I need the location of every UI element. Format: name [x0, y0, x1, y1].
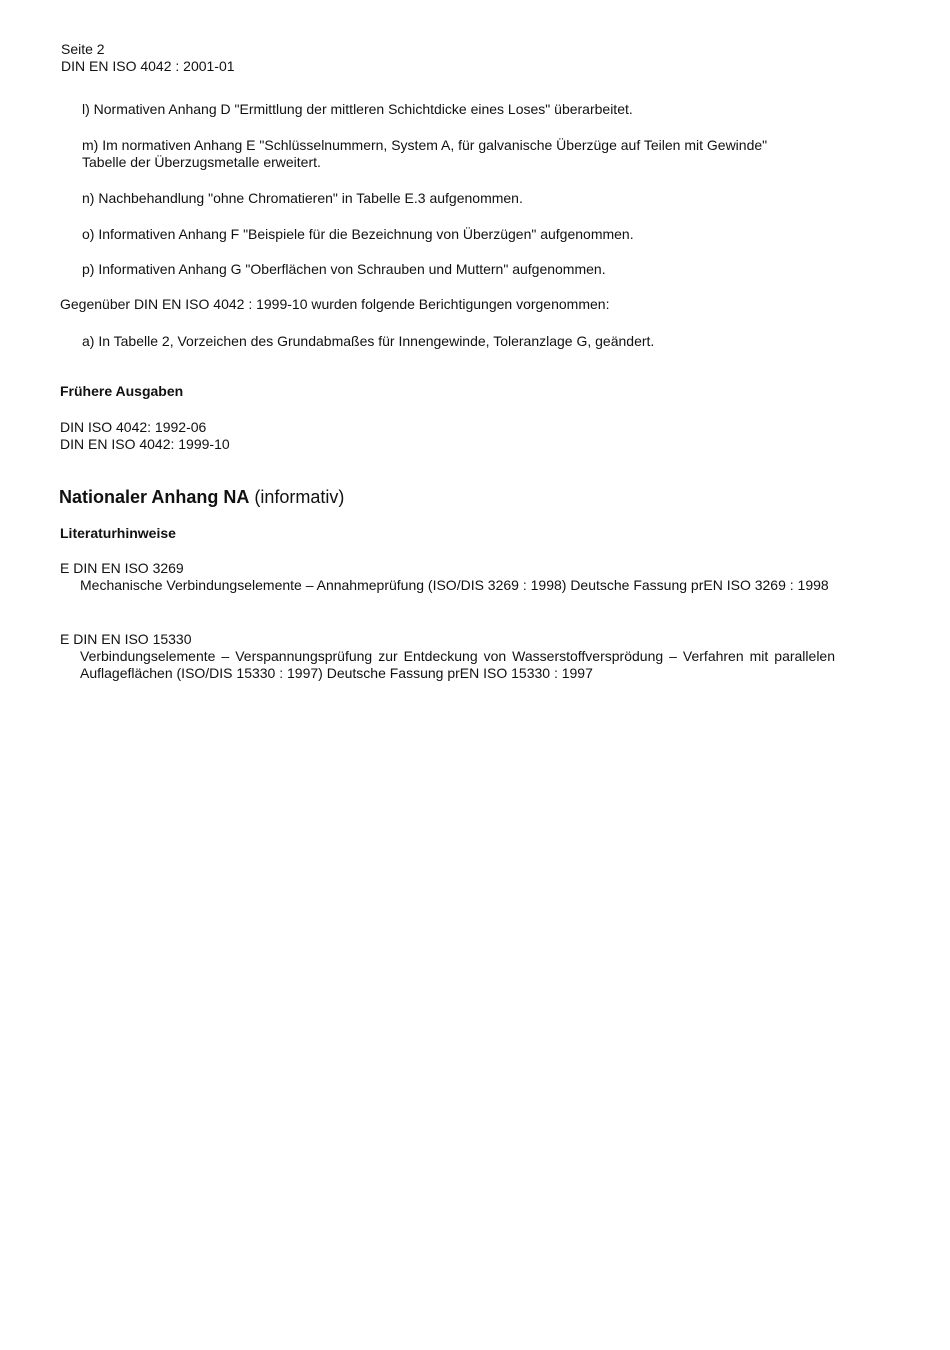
standard-designation: DIN EN ISO 4042 : 2001-01	[61, 58, 235, 74]
reference-description: Mechanische Verbindungselemente – Annahmeprüfung (ISO/DIS 3269 : 1998) Deutsche Fassung prEN ISO 3269 : 1998	[80, 577, 829, 593]
reference-item	[60, 560, 835, 594]
reference-item	[60, 631, 835, 682]
literature-heading: Literaturhinweise	[60, 525, 176, 541]
previous-editions-list	[60, 419, 860, 453]
previous-edition-item: DIN ISO 4042: 1992-06	[60, 419, 207, 435]
change-item-p: p) Informativen Anhang G "Oberflächen von Schrauben und Muttern" aufgenommen.	[82, 261, 606, 277]
annex-title-qualifier: (informativ)	[249, 487, 345, 507]
reference-id: E DIN EN ISO 3269	[60, 560, 184, 576]
page-header	[61, 41, 235, 75]
change-item-l: l) Normativen Anhang D "Ermittlung der mittleren Schichtdicke eines Loses" überarbeitet.	[82, 101, 633, 117]
change-item-o: o) Informativen Anhang F "Beispiele für die Bezeichnung von Überzügen" aufgenommen.	[82, 226, 634, 242]
reference-description: Verbindungselemente – Verspannungsprüfung zur Entdeckung von Wasserstoffversprödung – Verfahren mit parallelen Auflageflächen (ISO/DIS 15330 : 1997) Deutsche Fassung prEN ISO 15330 : 1997	[80, 648, 835, 681]
change-item-m	[82, 137, 842, 171]
annex-title: Nationaler Anhang NA	[59, 487, 250, 507]
page-number: Seite 2	[61, 41, 105, 57]
previous-edition-item: DIN EN ISO 4042: 1999-10	[60, 436, 230, 452]
annex-heading	[59, 486, 344, 508]
corrections-intro: Gegenüber DIN EN ISO 4042 : 1999-10 wurden folgende Berichtigungen vorgenommen:	[60, 296, 610, 312]
change-item-m-line1: m) Im normativen Anhang E "Schlüsselnummern, System A, für galvanische Überzüge auf Teilen mit Gewinde"	[82, 137, 768, 153]
change-item-n: n) Nachbehandlung "ohne Chromatieren" in Tabelle E.3 aufgenommen.	[82, 190, 523, 206]
reference-id: E DIN EN ISO 15330	[60, 631, 192, 647]
change-item-m-line2: Tabelle der Überzugsmetalle erweitert.	[82, 154, 321, 170]
correction-item-a: a) In Tabelle 2, Vorzeichen des Grundabmaßes für Innengewinde, Toleranzlage G, geändert.	[82, 333, 655, 349]
previous-editions-heading: Frühere Ausgaben	[60, 383, 184, 399]
